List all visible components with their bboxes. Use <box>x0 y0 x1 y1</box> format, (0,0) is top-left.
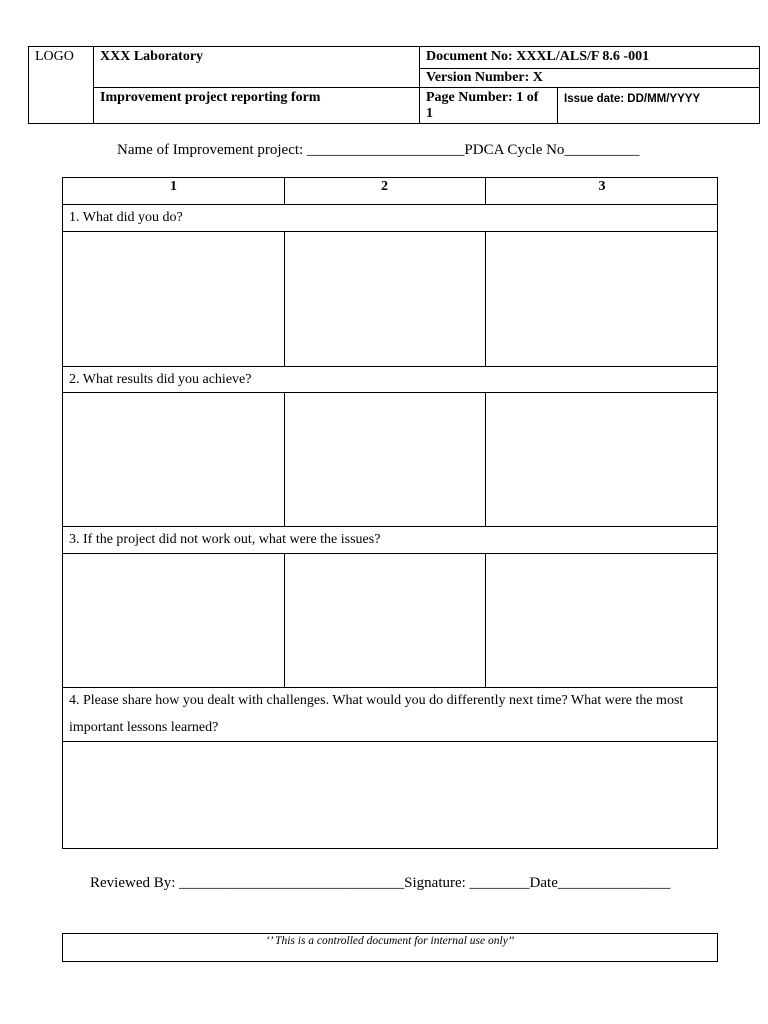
page-number: Page Number: 1 of <box>426 90 539 105</box>
column-header-1: 1 <box>170 179 177 194</box>
table-divider <box>284 178 285 204</box>
version-number: Version Number: X <box>426 70 543 85</box>
question-1: 1. What did you do? <box>69 210 183 225</box>
answer-cell-1-1[interactable] <box>63 231 284 366</box>
header-divider <box>419 68 759 69</box>
header-divider <box>93 47 94 123</box>
project-name-line[interactable]: Name of Improvement project: _____________________PDCA Cycle No__________ <box>117 142 640 158</box>
header-divider <box>557 87 558 123</box>
question-4: 4. Please share how you dealt with challenges. What would you do differently next time? What were the most important lessons learned? <box>69 693 684 735</box>
review-signature-line[interactable]: Reviewed By: ______________________________Signature: ________Date_______________ <box>90 875 671 891</box>
answer-cell-2-1[interactable] <box>63 392 284 526</box>
issue-date: Issue date: DD/MM/YYYY <box>564 93 701 105</box>
form-title: Improvement project reporting form <box>100 90 321 105</box>
answer-cell-3-3[interactable] <box>485 553 719 687</box>
answer-cell-2-3[interactable] <box>485 392 719 526</box>
question-2: 2. What results did you achieve? <box>69 372 252 387</box>
controlled-document-note: ‘’ This is a controlled document for internal use only’’ <box>62 933 718 962</box>
table-divider <box>485 178 486 204</box>
logo-placeholder: LOGO <box>35 49 74 64</box>
column-header-2: 2 <box>381 179 388 194</box>
answer-cell-4[interactable] <box>63 741 719 848</box>
reporting-table <box>62 177 718 849</box>
answer-cell-1-3[interactable] <box>485 231 719 366</box>
lab-name: XXX Laboratory <box>100 49 204 64</box>
answer-cell-3-2[interactable] <box>284 553 485 687</box>
document-header <box>28 46 760 124</box>
column-header-3: 3 <box>598 179 606 194</box>
document-number: Document No: XXXL/ALS/F 8.6 -001 <box>426 49 650 64</box>
question-3: 3. If the project did not work out, what were the issues? <box>69 532 381 547</box>
answer-cell-1-2[interactable] <box>284 231 485 366</box>
page-number-total: 1 <box>426 106 433 121</box>
answer-cell-3-1[interactable] <box>63 553 284 687</box>
header-divider <box>93 87 759 88</box>
header-divider <box>419 47 420 123</box>
answer-cell-2-2[interactable] <box>284 392 485 526</box>
